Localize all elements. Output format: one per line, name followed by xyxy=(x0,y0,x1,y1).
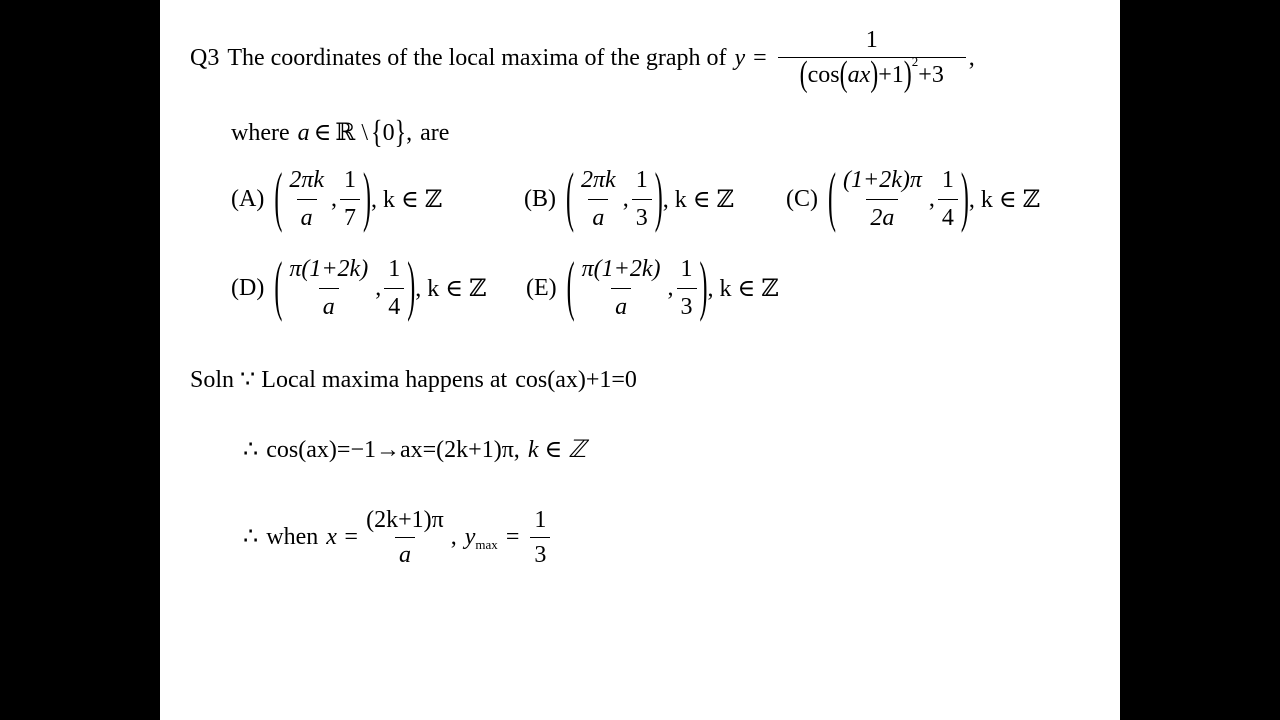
x-fraction: $\frac{(2k+1)\pi}{a}$ xyxy=(366,506,444,568)
because-symbol: ∵ xyxy=(240,367,256,393)
solution-comma: , xyxy=(450,524,457,550)
option-b: (B) ( $\frac{2\pi k}{a}$ , $\frac{1}{3}$ ) , k ∈ ℤ xyxy=(524,162,734,236)
solution-line-2 xyxy=(243,436,586,464)
option-x-fraction: $\frac{\pi(1+2k)}{a}$ xyxy=(581,255,661,320)
option-e: (E) ( $\frac{\pi(1+2k)}{a}$ , $\frac{1}{3}$ ) , k ∈ ℤ xyxy=(526,251,779,325)
question-line xyxy=(190,27,975,95)
option-x-fraction: $\frac{(1+2k)\pi}{2a}$ xyxy=(843,166,922,231)
solution-line2-math: cos(ax)=−1→ax=(2k+1)π, xyxy=(266,437,520,463)
option-x-fraction: $\frac{\pi(1+2k)}{a}$ xyxy=(289,255,369,320)
solution-line1-math: cos(ax)+1=0 xyxy=(515,367,637,393)
den-exponent: 2 xyxy=(911,53,919,69)
cond-set: ℝ \ xyxy=(335,120,369,146)
are-word: are xyxy=(420,120,450,146)
y-max-fraction: $\frac{1}{3}$ xyxy=(530,508,550,567)
therefore-symbol: ∴ xyxy=(243,524,259,550)
den-plus1: +1 xyxy=(878,62,904,88)
option-x-fraction: $\frac{2\pi k}{a}$ xyxy=(581,166,616,231)
cond-open-brace: { xyxy=(371,115,383,151)
equals-sign: = xyxy=(505,524,520,550)
var-y-max: y xyxy=(464,524,476,550)
function-numerator: 1 xyxy=(865,27,878,53)
question-text: The coordinates of the local maxima of the graph of xyxy=(227,44,727,71)
option-tail: , k ∈ ℤ xyxy=(662,186,734,213)
var-y: y xyxy=(734,44,746,71)
solution-line-3 xyxy=(243,503,553,571)
var-x: x = xyxy=(326,524,360,550)
option-tail: , k ∈ ℤ xyxy=(371,186,443,213)
option-y-fraction: $\frac{1}{3}$ xyxy=(677,256,697,321)
option-c: (C) ( $\frac{(1+2k)\pi}{2a}$ , $\frac{1}{4}$ ) , k ∈ ℤ xyxy=(786,162,1041,236)
option-d: (D) ( $\frac{\pi(1+2k)}{a}$ , $\frac{1}{4}$ ) , k ∈ ℤ xyxy=(231,251,487,325)
domain-line xyxy=(231,115,449,151)
option-a: (A) ( $\frac{2\pi k}{a}$ , $\frac{1}{7}$ ) , k ∈ ℤ xyxy=(231,162,443,236)
question-label: Q3 xyxy=(190,44,220,71)
solution-label: Soln xyxy=(190,367,235,393)
option-y-fraction: $\frac{1}{4}$ xyxy=(938,167,958,232)
question-comma: , xyxy=(968,44,975,71)
therefore-symbol: ∴ xyxy=(243,437,259,463)
option-label: (D) xyxy=(231,274,265,301)
slide xyxy=(160,0,1120,720)
max-subscript: max xyxy=(475,536,498,552)
cond-zero: 0 xyxy=(382,120,395,146)
option-label: (B) xyxy=(524,185,556,212)
option-label: (E) xyxy=(526,274,557,301)
cond-close-brace: } xyxy=(394,115,407,151)
solution-line1-text: Local maxima happens at xyxy=(261,367,508,393)
equals-sign: = xyxy=(753,44,767,71)
den-ax: ax xyxy=(847,62,871,88)
option-y-fraction: $\frac{1}{3}$ xyxy=(632,167,652,232)
option-x-fraction: $\frac{2\pi k}{a}$ xyxy=(289,166,325,231)
function-denominator: ( cos ( ax ) +1 ) 2 +3 xyxy=(778,57,966,87)
option-y-fraction: $\frac{1}{4}$ xyxy=(384,256,404,321)
option-tail: , k ∈ ℤ xyxy=(707,275,779,302)
option-tail: , k ∈ ℤ xyxy=(415,275,487,302)
solution-line-1 xyxy=(190,366,637,394)
den-cos: cos xyxy=(807,62,840,88)
cond-tail: , xyxy=(406,120,413,146)
den-plus3: +3 xyxy=(918,62,944,88)
option-label: (C) xyxy=(786,185,818,212)
option-y-fraction: $\frac{1}{7}$ xyxy=(340,167,360,232)
option-label: (A) xyxy=(231,185,265,212)
when-word: when xyxy=(266,524,319,550)
where-word: where xyxy=(231,120,290,146)
cond-a: a xyxy=(297,120,310,146)
cond-in: ∈ xyxy=(313,120,332,146)
function-fraction xyxy=(778,27,966,95)
option-tail: , k ∈ ℤ xyxy=(968,186,1041,213)
solution-line2-tail: k ∈ ℤ xyxy=(527,437,587,463)
